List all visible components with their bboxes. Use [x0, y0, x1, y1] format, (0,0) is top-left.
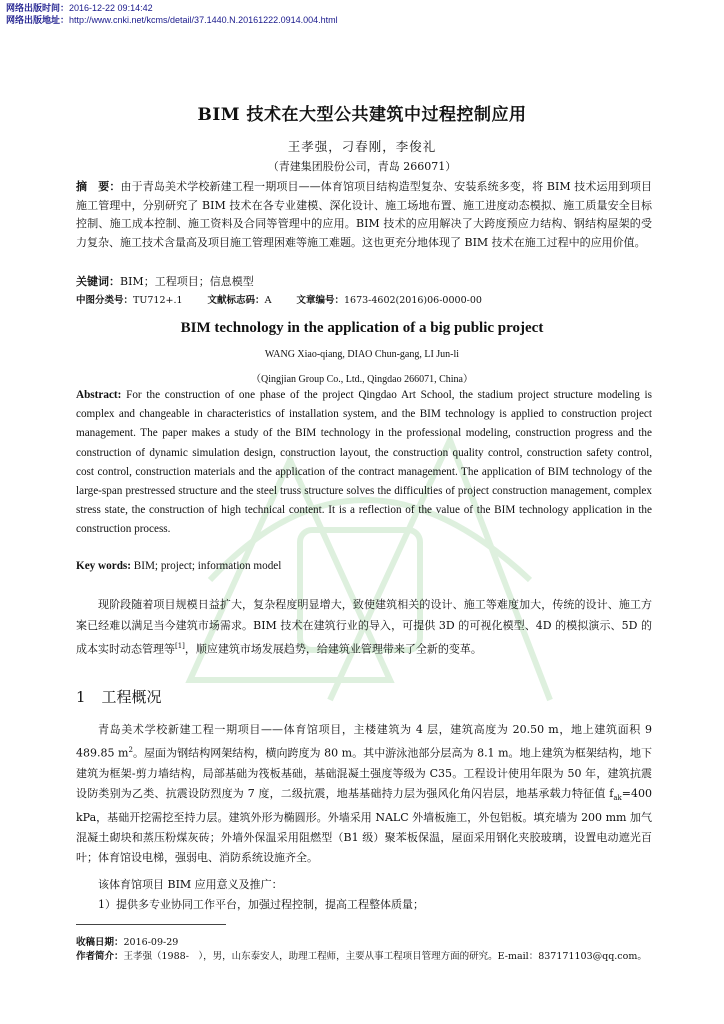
bio-label: 作者简介： [76, 951, 124, 962]
publish-url-label: 网络出版地址： [6, 15, 70, 25]
section-number: 1 [76, 688, 86, 706]
publish-url-link[interactable]: http://www.cnki.net/kcms/detail/37.1440.N.20161222.0914.004.html [69, 15, 338, 25]
abstract-cn-text: 由于青岛美术学校新建工程一期项目——体育馆项目结构造型复杂、安装系统多变，将 BIM 技术运用到项目施工管理中，分别研究了 BIM 技术在各专业建模、深化设计、施工场地布置、施工进度动态模拟、施工质量安全目标控制、施工成本控制、施工资料及合同等管理中的应用。BIM 技术的应用解决了大跨度预应力结构、钢结构屋架的受力复杂、施工技术含量高及项目施工管理困难等施工难题。这也更充分地体现了 BIM 技术在施工过程中的应用价值。 [76, 180, 652, 249]
body-text-b: 。屋面为钢结构网架结构，横向跨度为 80 m。其中游泳池部分层高为 8.1 m。地上建筑为框架结构，地下建筑为框架-剪力墙结构，局部基础为筏板基础，基础混凝土强度等级为 C35。工程设计使用年限为 50 年，建筑抗震设防类别为乙类、抗震设防烈度为 7 度，二级抗震，地基基础持力层为强风化角闪岩层，地基承载力特征值 f [76, 746, 653, 800]
fak-subscript: ak [613, 793, 622, 802]
keywords-cn [76, 273, 652, 292]
body-text-a: 青岛美术学校新建工程一期项目——体育馆项目，主楼建筑为 4 层，建筑高度为 20.50 m，地上建筑面积 9 489.85 m [76, 723, 652, 760]
paper-title-cn: BIM 技术在大型公共建筑中过程控制应用 [197, 105, 527, 125]
intro-text-1: 现阶段随着项目规模日益扩大，复杂程度明显增大，致使建筑相关的设计、施工等难度加大，传统的设计、施工方案已经难以满足当今建筑市场需求。BIM 技术在建筑行业的导入，可提供 3D 的可视化模型、4D 的模拟演示、5D 的成本实时动态管理等 [76, 598, 652, 656]
affiliation-cn: （青建集团股份公司，青岛 266071） [267, 160, 457, 173]
intro-text-2: ，顺应建筑市场发展趋势，给建筑业管理带来了全新的变革。 [184, 642, 482, 656]
author-bio [76, 950, 656, 963]
keywords-en-text: BIM; project; information model [131, 560, 282, 572]
article-no-label: 文章编号： [296, 295, 344, 306]
section-title: 工程概况 [101, 688, 162, 706]
keywords-cn-text: BIM；工程项目；信息模型 [120, 275, 254, 288]
body-paragraph-2: 该体育馆项目 BIM 应用意义及推广： [98, 878, 283, 891]
keywords-en-label: Key words: [76, 560, 131, 572]
authors-cn: 王孝强，刁春刚，李俊礼 [287, 139, 437, 154]
area-superscript: 2 [128, 746, 133, 754]
abstract-en-label: Abstract: [76, 389, 122, 401]
received-value: 2016-09-29 [123, 937, 179, 948]
received-label: 收稿日期： [76, 937, 124, 948]
bio-text: 王孝强（1988- ），男，山东泰安人，助理工程师，主要从事工程项目管理方面的研究。E-mail：837171103@qq.com。 [123, 951, 647, 962]
clc-value: TU712+.1 [133, 295, 183, 306]
abstract-en [76, 386, 652, 540]
body-paragraph-3: 1）提供多专业协同工作平台，加强过程控制，提高工程整体质量； [98, 898, 424, 911]
publish-url-line [6, 15, 338, 26]
clc-label: 中图分类号： [76, 295, 134, 306]
body-text-c: =400 kPa，基础开挖需挖至持力层。建筑外形为椭圆形。外墙采用 NALC 外墙板施工，外包铝板。填充墙为 200 mm 加气混凝土砌块和蒸压粉煤灰砖；外墙外保温采用阻燃型（B1 级）聚苯板保温，屋面采用钢化夹胶玻璃，设置电动遮光百叶；体育馆设电梯，强弱电、消防系统设施齐全。 [76, 786, 652, 864]
abstract-en-text: For the construction of one phase of the project Qingdao Art School, the stadium project structure modeling is complex and changeable in characteristics of installation system, and the BIM technology is applied to construction project management. The paper makes a study of the BIM technology in the professional modeling, construction progress and the construction of dynamic simulation design, construction layout, the construction quality control, construction safety control, cost control, construction materials and the application of the contract management. The application of BIM technology of the large-span prestressed structure and the steel truss structure solves the difficulties of project construction management, complex stress state, the construction of high technical content. It is a reflection of the value of the BIM technology application in the construction process. [76, 389, 652, 536]
intro-citation[interactable]: [1] [175, 642, 185, 650]
paper-title-en: BIM technology in the application of a big public project [180, 320, 544, 336]
abstract-cn-label: 摘 要： [76, 180, 121, 193]
keywords-cn-label: 关键词： [76, 275, 120, 288]
article-no-value: 1673-4602(2016)06-0000-00 [343, 295, 482, 306]
publish-time-label: 网络出版时间： [6, 3, 70, 13]
doc-code-value: A [264, 295, 272, 306]
intro-paragraph [76, 594, 652, 660]
affiliation-en: （Qingjian Group Co., Ltd., Qingdao 266071, China） [251, 374, 473, 385]
publish-time-value: 2016-12-22 09:14:42 [69, 3, 153, 13]
abstract-cn [76, 178, 652, 252]
footnote-divider [76, 924, 226, 925]
authors-en: WANG Xiao-qiang, DIAO Chun-gang, LI Jun-li [264, 349, 460, 360]
doc-code-label: 文献标志码： [207, 295, 265, 306]
keywords-en [76, 557, 652, 576]
received-date [76, 936, 178, 949]
section-heading [76, 686, 162, 707]
publish-time-line [6, 3, 153, 14]
classification-meta [76, 292, 504, 306]
body-paragraph-1 [76, 720, 652, 868]
